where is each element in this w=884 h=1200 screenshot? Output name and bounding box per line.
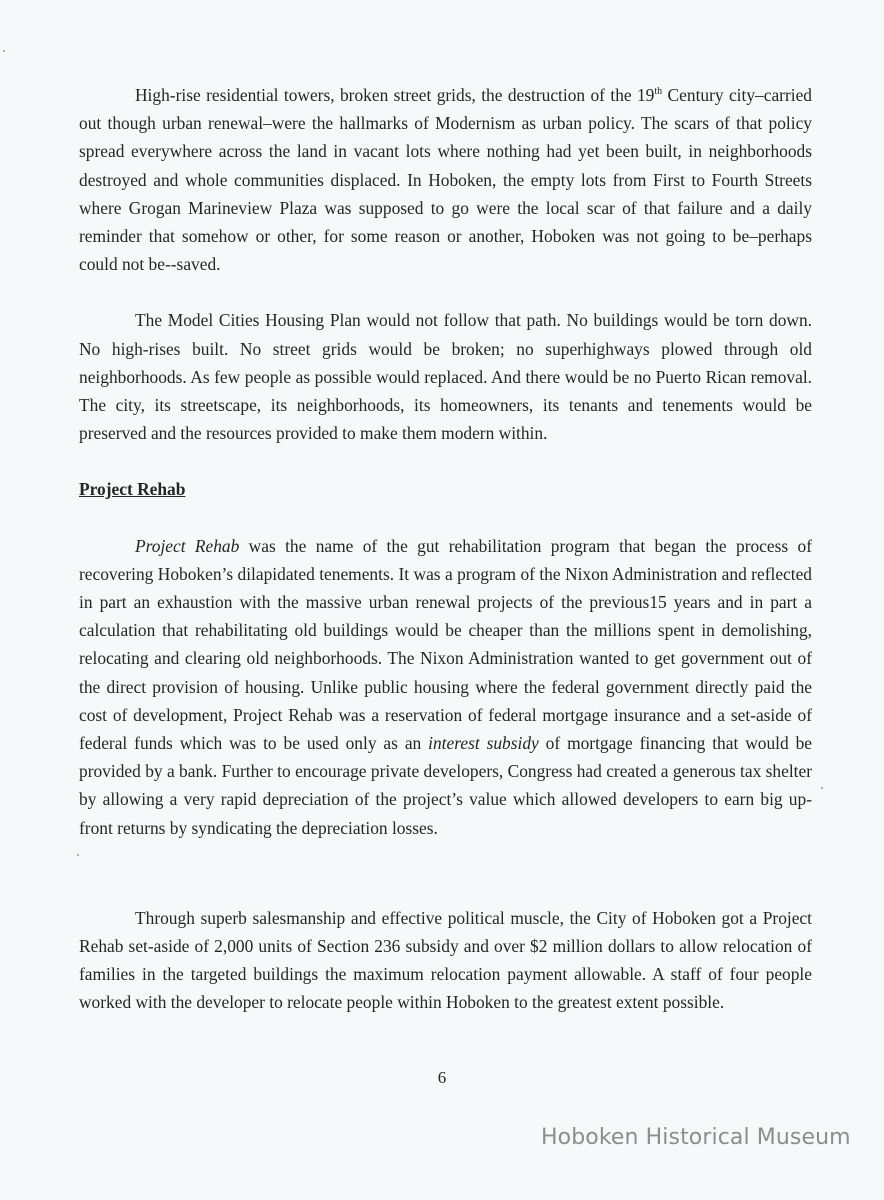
paragraph-hoboken-setaside: Through superb salesmanship and effective political muscle, the City of Hoboken got a Project Rehab set-aside of 2,000 units of Section 236 subsidy and over $2 million dollars to allow relocation of families in the targeted buildings the maximum relocation payment allowable. A staff of four people worked with the developer to relocate people within Hoboken to the greatest extent possible.: [79, 907, 812, 1013]
document-page: [79, 81, 812, 1017]
paragraph-text: High-rise residential towers, broken street grids, the destruction of the 19: [135, 85, 655, 105]
museum-watermark: Hoboken Historical Museum: [541, 1125, 851, 1150]
scan-speck: [3, 50, 5, 52]
paragraph-model-cities: The Model Cities Housing Plan would not follow that path. No buildings would be torn down. No high-rises built. No street grids would be broken; no superhighways plowed through old neighborhoods. As few people as possible would replaced. And there would be no Puerto Rican removal. The city, its streetscape, its neighborhoods, its homeowners, its tenants and tenements would be preserved and the resources provided to make them modern within.: [79, 310, 812, 444]
paragraph-modernism: [79, 81, 812, 278]
paragraph-text: was the name of the gut rehabilitation program that began the process of recovering Hoboken’s dilapidated tenements. It was a program of the Nixon Administration and reflected in part an exhaustion with the massive urban renewal projects of the previous15 years and in part a calculation that rehabilitating old buildings would be cheaper than the millions spent in demolishing, relocating and clearing old neighborhoods. The Nixon Administration wanted to get government out of the direct provision of housing. Unlike public housing where the federal government directly paid the cost of development, Project Rehab was a reservation of federal mortgage insurance and a set-aside of federal funds which was to be used only as an: [79, 535, 812, 754]
paragraph-text: of mortgage financing that would be provided by a bank. Further to encourage private developers, Congress had created a generous tax shelter by allowing a very rapid depreciation of the project’s value which allowed developers to earn big up-front returns by syndicating the depreciation losses.: [79, 733, 813, 838]
italic-term: interest subsidy: [428, 733, 539, 754]
section-heading: Project Rehab: [79, 479, 186, 500]
ordinal-superscript: th: [654, 86, 663, 97]
scan-speck: [821, 787, 823, 789]
paragraph-project-rehab: [79, 532, 812, 842]
italic-term: Project Rehab: [135, 535, 240, 556]
page-number: 6: [437, 1068, 447, 1087]
paragraph-text: Century city–carried out though urban renewal–were the hallmarks of Modernism as urban policy. The scars of that policy spread everywhere across the land in vacant lots where nothing had yet been built, in neighborhoods destroyed and whole communities displaced. In Hoboken, the empty lots from First to Fourth Streets where Grogan Marineview Plaza was supposed to go were the local scar of that failure and a daily reminder that somehow or other, for some reason or another, Hoboken was not going to be–perhaps could not be--saved.: [79, 85, 813, 275]
